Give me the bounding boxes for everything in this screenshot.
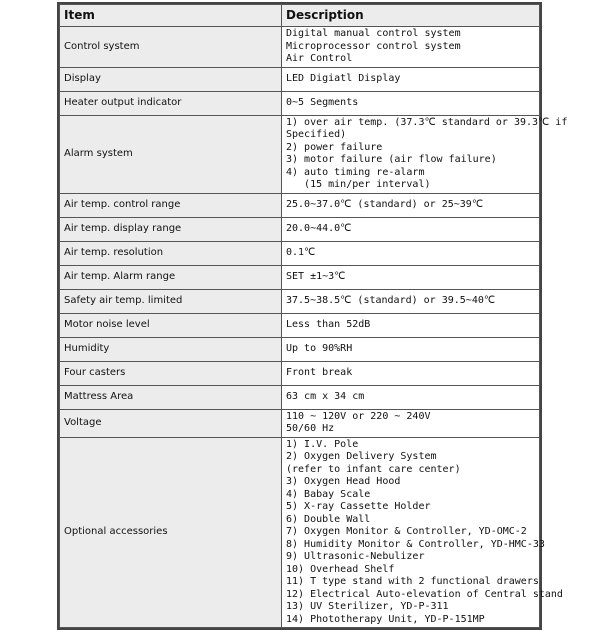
header-description: Description [282,5,540,27]
row-description [282,193,540,217]
row-description [282,337,540,361]
description-line: 50/60 Hz [286,423,335,434]
row-description [282,265,540,289]
row-description [282,27,540,68]
description-line: 1) over air temp. (37.3℃ standard or 39.3℃ if [286,116,568,128]
row-description [282,289,540,313]
description-line: 63 cm x 34 cm [286,390,365,402]
header-item: Item [60,5,282,27]
description-line: 9) Ultrasonic-Nebulizer [286,551,425,562]
description-line: 0~5 Segments [286,96,359,108]
table-row [60,289,540,313]
row-item-label: Air temp. resolution [60,241,282,265]
description-line: 3) Oxygen Head Hood [286,476,401,487]
row-item-label: Safety air temp. limited [60,289,282,313]
description-line: 8) Humidity Monitor & Controller, YD-HMC-33 [286,538,545,550]
table-row [60,313,540,337]
table-row [60,361,540,385]
row-item-label: Air temp. Alarm range [60,265,282,289]
row-description [282,241,540,265]
row-description [282,437,563,628]
description-line: 11) T type stand with 2 functional drawers [286,576,539,587]
row-item-label: Control system [60,27,282,68]
description-line: 12) Electrical Auto-elevation of Central stand [286,588,563,600]
description-line: (15 min/per interval) [286,179,431,190]
table-row [60,193,540,217]
row-description [282,91,540,115]
description-line: 20.0~44.0℃ [286,222,352,234]
table-row [60,437,540,628]
row-description [282,409,540,437]
row-item-label: Mattress Area [60,385,282,409]
table-row [60,115,540,193]
description-line: 7) Oxygen Monitor & Controller, YD-OMC-2 [286,526,527,537]
header-row [60,5,540,27]
table-row [60,409,540,437]
table-row [60,27,540,68]
description-line: 10) Overhead Shelf [286,563,395,575]
row-description [282,67,540,91]
row-description [282,313,540,337]
table-row [60,385,540,409]
description-line: SET ±1~3℃ [286,270,346,282]
row-item-label: Voltage [60,409,282,437]
description-line: 6) Double Wall [286,513,371,525]
description-line: Up to 90%RH [286,342,353,354]
row-description [282,115,568,193]
description-line: Less than 52dB [286,318,371,330]
row-item-label: Optional accessories [60,437,282,628]
row-item-label: Motor noise level [60,313,282,337]
row-item-label: Display [60,67,282,91]
description-line: 0.1℃ [286,246,316,258]
description-line: 13) UV Sterilizer, YD-P-311 [286,601,449,612]
description-line: 5) X-ray Cassette Holder [286,501,431,512]
row-description [282,361,540,385]
description-line: 110 ~ 120V or 220 ~ 240V [286,410,431,422]
table-row [60,265,540,289]
description-line: Microprocessor control system [286,40,461,52]
table-row [60,217,540,241]
description-line: LED Digiatl Display [286,72,401,84]
spec-table [59,4,568,628]
description-line: 25.0~37.0℃ (standard) or 25~39℃ [286,198,484,210]
row-item-label: Heater output indicator [60,91,282,115]
table-row [60,337,540,361]
description-line: Specified) [286,129,347,140]
description-line: Digital manual control system [286,28,461,39]
row-item-label: Air temp. control range [60,193,282,217]
spec-table-body [60,27,568,628]
description-line: 37.5~38.5℃ (standard) or 39.5~40℃ [286,294,496,306]
table-row [60,91,540,115]
row-item-label: Humidity [60,337,282,361]
row-item-label: Alarm system [60,115,282,193]
row-item-label: Four casters [60,361,282,385]
description-line: 3) motor failure (air flow failure) [286,154,497,165]
description-line: 2) power failure [286,141,383,153]
description-line: 4) Babay Scale [286,488,371,500]
spec-table-frame [57,2,568,630]
description-line: (refer to infant care center) [286,463,461,475]
row-item-label: Air temp. display range [60,217,282,241]
description-line: Front break [286,366,353,378]
description-line: 14) Phototherapy Unit, YD-P-151MP [286,613,485,625]
description-line: 1) I.V. Pole [286,438,359,450]
row-description [282,385,540,409]
description-line: 4) auto timing re-alarm [286,166,425,178]
row-description [282,217,540,241]
description-line: 2) Oxygen Delivery System [286,451,437,462]
table-row [60,241,540,265]
description-line: Air Control [286,53,353,64]
table-row [60,67,540,91]
